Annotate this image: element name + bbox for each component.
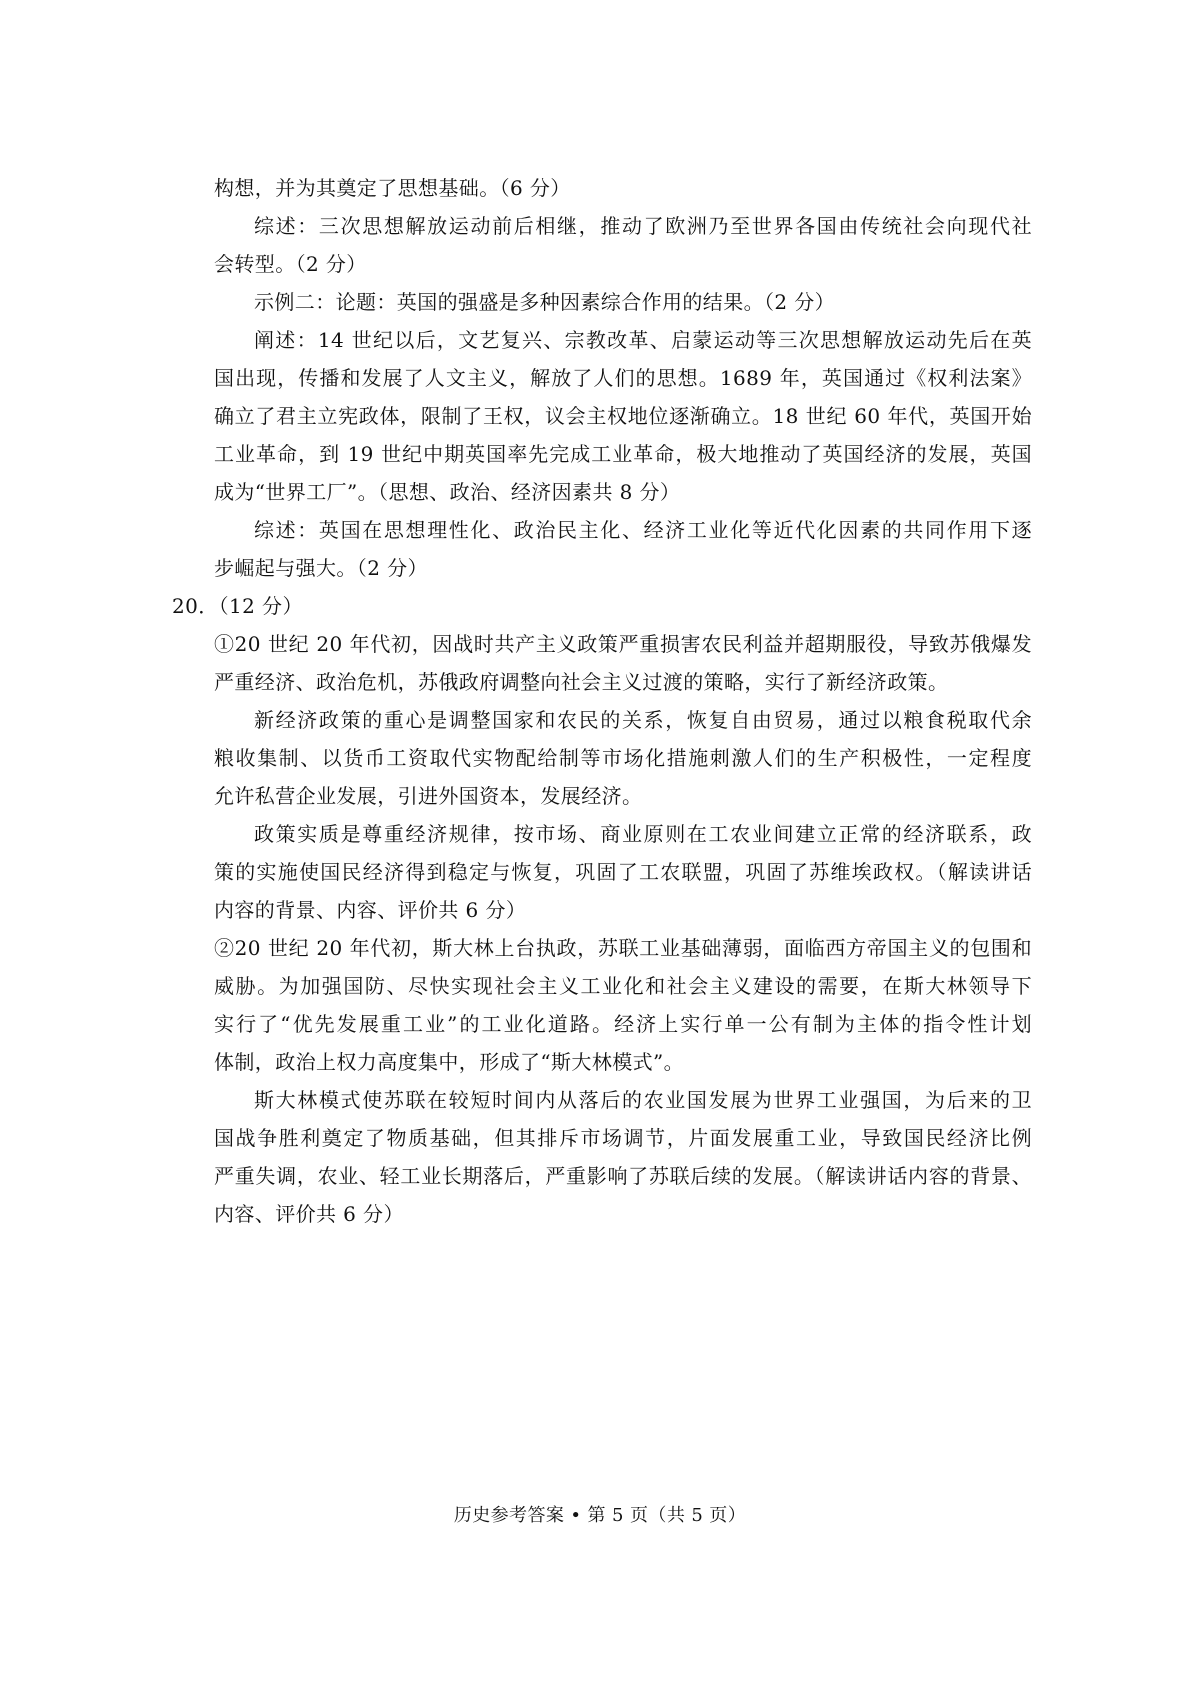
q20-line-15: 严重失调，农业、轻工业长期落后，严重影响了苏联后续的发展。（解读讲话内容的背景、 xyxy=(214,1164,1032,1188)
q19-line-9: 成为“世界工厂”。（思想、政治、经济因素共 8 分） xyxy=(214,480,681,504)
q20-line-5: 允许私营企业发展，引进外国资本，发展经济。 xyxy=(214,784,643,808)
q20-line-10: 威胁。为加强国防、尽快实现社会主义工业化和社会主义建设的需要，在斯大林领导下 xyxy=(214,974,1032,998)
q20-line-11: 实行了“优先发展重工业”的工业化道路。经济上实行单一公有制为主体的指令性计划 xyxy=(214,1012,1032,1036)
q19-line-2: 综述：三次思想解放运动前后相继，推动了欧洲乃至世界各国由传统社会向现代社 xyxy=(254,214,1032,238)
q20-line-7: 策的实施使国民经济得到稳定与恢复，巩固了工农联盟，巩固了苏维埃政权。（解读讲话 xyxy=(214,860,1032,884)
q20-line-12: 体制，政治上权力高度集中，形成了“斯大林模式”。 xyxy=(214,1050,685,1074)
q19-line-3: 会转型。（2 分） xyxy=(214,252,367,276)
page-footer: 历史参考答案 • 第 5 页（共 5 页） xyxy=(453,1505,747,1526)
q20-line-8: 内容的背景、内容、评价共 6 分） xyxy=(214,898,527,922)
q20-line-9: ②20 世纪 20 年代初，斯大林上台执政，苏联工业基础薄弱，面临西方帝国主义的包围和 xyxy=(214,936,1032,960)
q20-line-2: 严重经济、政治危机，苏俄政府调整向社会主义过渡的策略，实行了新经济政策。 xyxy=(214,670,949,694)
q19-line-10: 综述：英国在思想理性化、政治民主化、经济工业化等近代化因素的共同作用下逐 xyxy=(254,518,1032,542)
q19-line-11: 步崛起与强大。（2 分） xyxy=(214,556,428,580)
q20-line-14: 国战争胜利奠定了物质基础，但其排斥市场调节，片面发展重工业，导致国民经济比例 xyxy=(214,1126,1032,1150)
q19-line-5: 阐述：14 世纪以后，文艺复兴、宗教改革、启蒙运动等三次思想解放运动先后在英 xyxy=(254,328,1032,352)
q20-line-16: 内容、评价共 6 分） xyxy=(214,1202,404,1226)
q19-line-6: 国出现，传播和发展了人文主义，解放了人们的思想。1689 年，英国通过《权利法案》 xyxy=(214,366,1032,390)
q20-number: 20．（12 分） xyxy=(172,594,303,618)
q19-line-7: 确立了君主立宪政体，限制了王权，议会主权地位逐渐确立。18 世纪 60 年代，英国开始 xyxy=(214,404,1032,428)
q19-line-4: 示例二：论题：英国的强盛是多种因素综合作用的结果。（2 分） xyxy=(254,290,836,314)
q20-line-6: 政策实质是尊重经济规律，按市场、商业原则在工农业间建立正常的经济联系，政 xyxy=(254,822,1032,846)
q19-line-8: 工业革命，到 19 世纪中期英国率先完成工业革命，极大地推动了英国经济的发展，英国 xyxy=(214,442,1032,466)
q20-line-13: 斯大林模式使苏联在较短时间内从落后的农业国发展为世界工业强国，为后来的卫 xyxy=(254,1088,1032,1112)
q19-line-1: 构想，并为其奠定了思想基础。（6 分） xyxy=(214,176,571,200)
q20-line-3: 新经济政策的重心是调整国家和农民的关系，恢复自由贸易，通过以粮食税取代余 xyxy=(254,708,1032,732)
q20-line-1: ①20 世纪 20 年代初，因战时共产主义政策严重损害农民利益并超期服役，导致苏俄爆发 xyxy=(214,632,1032,656)
q20-line-4: 粮收集制、以货币工资取代实物配给制等市场化措施刺激人们的生产积极性，一定程度 xyxy=(214,746,1032,770)
